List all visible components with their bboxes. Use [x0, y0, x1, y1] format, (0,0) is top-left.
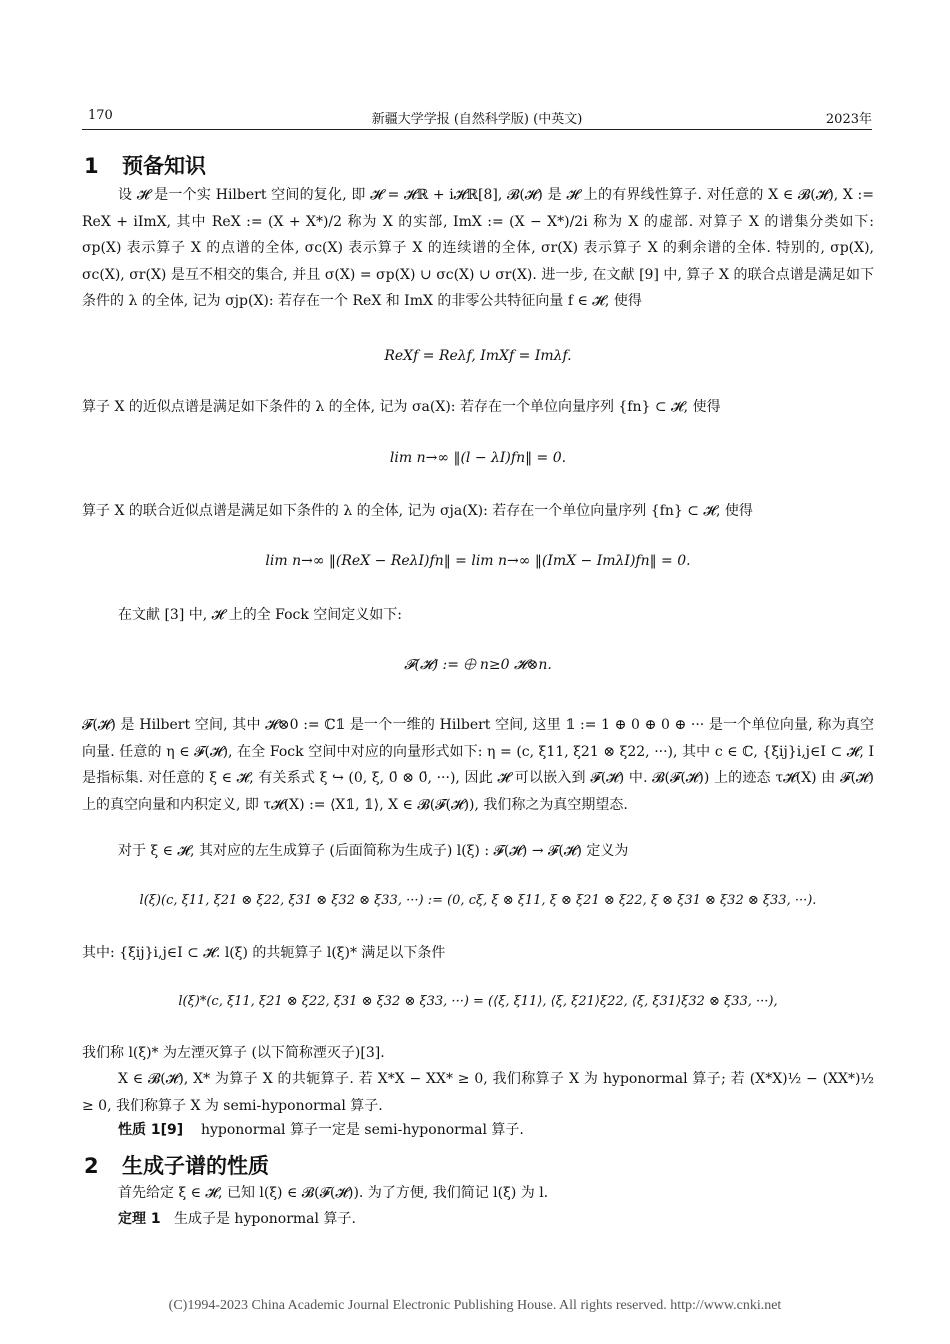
equation-joint-approx-limit: lim n→∞ ‖(ReX − ReλI)fn‖ = lim n→∞ ‖(ImX − ImλI)fn‖ = 0. [265, 553, 691, 569]
paragraph-section2-intro: 首先给定 ξ ∈ 𝓗, 已知 l(ξ) ∈ 𝓑(𝓕(𝓗)). 为了方便, 我们简记 l(ξ) 为 l. [118, 1185, 549, 1201]
equation-annihilation-operator: l(ξ)*(c, ξ11, ξ21 ⊗ ξ22, ξ31 ⊗ ξ32 ⊗ ξ33, ···) = (⟨ξ, ξ11⟩, ⟨ξ, ξ21⟩ξ22, ⟨ξ, ξ31⟩ξ32 ⊗ ξ33, ···), [178, 994, 778, 1009]
paragraph-fock-space: 𝓕(𝓗) 是 Hilbert 空间, 其中 𝓗⊗0 := ℂ𝟙 是一个一维的 Hilbert 空间, 这里 𝟙 := 1 ⊕ 0 ⊕ 0 ⊕ ··· 是一个单位向量, 称为真空向量. 任意的 η ∈ 𝓕(𝓗), 在全 Fock 空间中对应的向量形式如下: η = (c, ξ11, ξ21 ⊗ ξ22, ···), 其中 c ∈ ℂ, {ξij}i,j∈I ⊂ 𝓗, I 是指标集. 对任意的 ξ ∈ 𝓗, 有关系式 ξ ↪ (0, ξ, 0̄ ⊗ 0̄, ···), 因此 𝓗 可以嵌入到 𝓕(𝓗) 中. 𝓑(𝓕(𝓗)) 上的迹态 τ𝓗(X) 由 𝓕(𝓗) 上的真空向量和内积定义, 即 τ𝓗(X) := ⟨X𝟙, 𝟙⟩, X ∈ 𝓑(𝓕(𝓗)), 我们称之为真空期望态. [82, 717, 874, 813]
running-header [82, 108, 872, 128]
journal-title: 新疆大学学报 (自然科学版) (中英文) [371, 112, 583, 127]
theorem-label: 定理 1 [118, 1211, 161, 1227]
section-number: 2 [84, 1154, 99, 1178]
header-rule [82, 129, 872, 130]
paragraph-spectra: 设 𝓗 是一个实 Hilbert 空间的复化, 即 𝓗 = 𝓗ℝ + i𝓗ℝ[8], 𝓑(𝓗) 是 𝓗 上的有界线性算子. 对任意的 X ∈ 𝓑(𝓗), X := ReX + iImX, 其中 ReX := (X + X*)/2 称为 X 的实部, ImX := (X − X*)/2i 称为 X 的虚部. 对算子 X 的谱集分类如下: σp(X) 表示算子 X 的点谱的全体, σc(X) 表示算子 X 的连续谱的全体, σr(X) 表示算子 X 的剩余谱的全体. 特别的, σp(X), σc(X), σr(X) 是互不相交的集合, 并且 σ(X) = σp(X) ∪ σc(X) ∪ σr(X). 进一步, 在文献 [9] 中, 算子 X 的联合点谱是满足如下条件的 λ 的全体, 记为 σjp(X): 若存在一个 ReX 和 ImX 的非零公共特征向量 f ∈ 𝓗, 使得 [82, 187, 874, 309]
header-year: 2023年 [825, 112, 872, 127]
theorem-1 [82, 1206, 874, 1233]
property-1 [82, 1117, 874, 1144]
paragraph-hyponormal-def: X ∈ 𝓑(𝓗), X* 为算子 X 的共轭算子. 若 X*X − XX* ≥ 0, 我们称算子 X 为 hyponormal 算子; 若 (X*X)½ − (XX*)½ ≥ 0, 我们称算子 X 为 semi-hyponormal 算子. [82, 1071, 874, 1114]
section-1-heading [84, 150, 206, 180]
equation-creation-operator: l(ξ)(c, ξ11, ξ21 ⊗ ξ22, ξ31 ⊗ ξ32 ⊗ ξ33, ···) := (0, cξ, ξ ⊗ ξ11, ξ ⊗ ξ21 ⊗ ξ22, ξ ⊗ ξ31 ⊗ ξ32 ⊗ ξ33, ···). [139, 893, 817, 908]
section-number: 1 [84, 154, 99, 178]
paragraph-joint-approx-spectrum: 算子 X 的联合近似点谱是满足如下条件的 λ 的全体, 记为 σja(X): 若存在一个单位向量序列 {fn} ⊂ 𝓗, 使得 [82, 503, 753, 519]
section-2-heading [84, 1150, 269, 1180]
section-title: 生成子谱的性质 [122, 1154, 269, 1178]
paragraph-creation-operator: 对于 ξ ∈ 𝓗, 其对应的左生成算子 (后面简称为生成子) l(ξ) : 𝓕(𝓗) → 𝓕(𝓗) 定义为 [118, 843, 629, 859]
theorem-text: 生成子是 hyponormal 算子. [173, 1211, 356, 1227]
equation-approx-limit: lim n→∞ ‖(l − λI)fn‖ = 0. [389, 450, 567, 466]
equation-fock-space: 𝓕(𝓗) := ⨁ n≥0 𝓗⊗n. [404, 657, 552, 673]
section-title: 预备知识 [122, 154, 206, 178]
paragraph-fock-intro: 在文献 [3] 中, 𝓗 上的全 Fock 空间定义如下: [118, 607, 403, 623]
paragraph-adjoint: 其中: {ξij}i,j∈I ⊂ 𝓗. l(ξ) 的共轭算子 l(ξ)* 满足以下条件 [82, 945, 446, 961]
property-text: hyponormal 算子一定是 semi-hyponormal 算子. [200, 1122, 524, 1138]
paragraph-annihilation-name: 我们称 l(ξ)* 为左湮灭算子 (以下简称湮灭子)[3]. [82, 1045, 385, 1061]
copyright-footer: (C)1994-2023 China Academic Journal Electronic Publishing House. All rights reserved. http://www.cnki.net [168, 1298, 782, 1313]
property-label: 性质 1[9] [118, 1122, 184, 1138]
page-number: 170 [88, 108, 113, 123]
equation-joint-point-spectrum: ReXf = Reλf, ImXf = Imλf. [384, 348, 572, 364]
paragraph-approx-point-spectrum: 算子 X 的近似点谱是满足如下条件的 λ 的全体, 记为 σa(X): 若存在一个单位向量序列 {fn} ⊂ 𝓗, 使得 [82, 399, 721, 415]
